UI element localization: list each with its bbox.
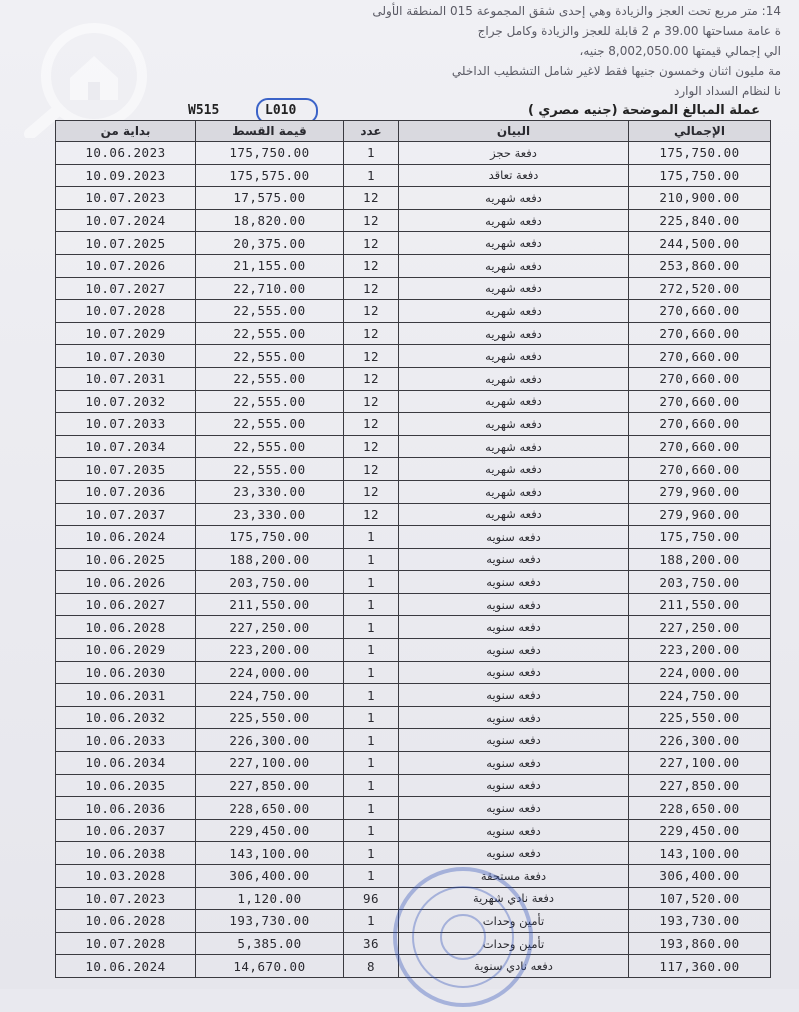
table-row xyxy=(56,571,771,594)
total-cell: 211,550.00 xyxy=(629,593,771,616)
description-cell: تأمين وحدات xyxy=(399,910,629,933)
start-date-cell: 10.06.2028 xyxy=(56,616,196,639)
start-date-cell: 10.06.2030 xyxy=(56,661,196,684)
installment-amount-cell: 227,100.00 xyxy=(196,752,344,775)
description-cell: دفعه شهريه xyxy=(399,345,629,368)
table-row xyxy=(56,639,771,662)
total-cell: 228,650.00 xyxy=(629,797,771,820)
start-date-cell: 10.07.2028 xyxy=(56,932,196,955)
total-cell: 270,660.00 xyxy=(629,458,771,481)
description-cell: دفعه سنويه xyxy=(399,774,629,797)
start-date-cell: 10.09.2023 xyxy=(56,164,196,187)
installment-amount-cell: 1,120.00 xyxy=(196,887,344,910)
total-cell: 210,900.00 xyxy=(629,187,771,210)
contract-text-header xyxy=(0,0,799,100)
description-cell: دفعه سنويه xyxy=(399,752,629,775)
count-cell: 12 xyxy=(344,435,399,458)
table-row xyxy=(56,797,771,820)
start-date-cell: 10.06.2032 xyxy=(56,706,196,729)
installment-amount-cell: 17,575.00 xyxy=(196,187,344,210)
count-cell: 1 xyxy=(344,684,399,707)
description-cell: دفعه سنويه xyxy=(399,639,629,662)
count-cell: 1 xyxy=(344,142,399,165)
total-cell: 270,660.00 xyxy=(629,322,771,345)
total-cell: 225,550.00 xyxy=(629,706,771,729)
count-cell: 1 xyxy=(344,661,399,684)
start-date-cell: 10.07.2027 xyxy=(56,277,196,300)
installment-amount-cell: 5,385.00 xyxy=(196,932,344,955)
installment-amount-cell: 22,555.00 xyxy=(196,367,344,390)
table-row xyxy=(56,300,771,323)
count-cell: 12 xyxy=(344,503,399,526)
start-date-cell: 10.07.2026 xyxy=(56,254,196,277)
table-row xyxy=(56,616,771,639)
table-row xyxy=(56,729,771,752)
installment-amount-cell: 175,750.00 xyxy=(196,526,344,549)
header-line: 14: متر مربع تحت العجز والزيادة وهي إحدى شقق المجموعة 015 المنطقة الأولى xyxy=(372,4,781,18)
total-cell: 193,730.00 xyxy=(629,910,771,933)
description-cell: تأمين وحدات xyxy=(399,932,629,955)
total-cell: 227,100.00 xyxy=(629,752,771,775)
table-row xyxy=(56,593,771,616)
payment-schedule-table xyxy=(55,120,771,978)
description-cell: دفعه سنويه xyxy=(399,819,629,842)
count-cell: 96 xyxy=(344,887,399,910)
table-row xyxy=(56,322,771,345)
installment-amount-cell: 224,000.00 xyxy=(196,661,344,684)
description-cell: دفعه شهريه xyxy=(399,413,629,436)
start-date-cell: 10.06.2034 xyxy=(56,752,196,775)
start-date-cell: 10.06.2024 xyxy=(56,955,196,978)
installment-amount-cell: 22,555.00 xyxy=(196,345,344,368)
count-cell: 1 xyxy=(344,526,399,549)
total-cell: 175,750.00 xyxy=(629,164,771,187)
count-cell: 12 xyxy=(344,458,399,481)
installment-amount-cell: 18,820.00 xyxy=(196,209,344,232)
description-cell: دفعه سنويه xyxy=(399,797,629,820)
header-line: نا لنظام السداد الوارد xyxy=(674,84,781,98)
total-cell: 279,960.00 xyxy=(629,503,771,526)
table-row xyxy=(56,187,771,210)
table-row xyxy=(56,955,771,978)
description-cell: دفعه شهريه xyxy=(399,367,629,390)
count-cell: 1 xyxy=(344,774,399,797)
description-cell: دفعه سنويه xyxy=(399,684,629,707)
total-cell: 227,850.00 xyxy=(629,774,771,797)
total-cell: 203,750.00 xyxy=(629,571,771,594)
installment-amount-cell: 223,200.00 xyxy=(196,639,344,662)
description-cell: دفعه شهريه xyxy=(399,300,629,323)
header-line: الي إجمالي قيمتها 8,002,050.00 جنيه، xyxy=(579,44,781,58)
table-row xyxy=(56,254,771,277)
count-cell: 1 xyxy=(344,164,399,187)
table-row xyxy=(56,706,771,729)
description-cell: دفعه شهريه xyxy=(399,322,629,345)
table-row xyxy=(56,480,771,503)
total-cell: 225,840.00 xyxy=(629,209,771,232)
total-cell: 279,960.00 xyxy=(629,480,771,503)
count-cell: 12 xyxy=(344,390,399,413)
table-row xyxy=(56,435,771,458)
count-cell: 12 xyxy=(344,254,399,277)
count-cell: 1 xyxy=(344,729,399,752)
installment-amount-cell: 193,730.00 xyxy=(196,910,344,933)
total-cell: 229,450.00 xyxy=(629,819,771,842)
installment-amount-cell: 21,155.00 xyxy=(196,254,344,277)
installment-amount-cell: 227,250.00 xyxy=(196,616,344,639)
description-cell: دفعه سنويه xyxy=(399,706,629,729)
count-cell: 12 xyxy=(344,480,399,503)
start-date-cell: 10.07.2032 xyxy=(56,390,196,413)
count-cell: 1 xyxy=(344,842,399,865)
total-cell: 226,300.00 xyxy=(629,729,771,752)
description-cell: دفعه شهريه xyxy=(399,390,629,413)
total-cell: 270,660.00 xyxy=(629,413,771,436)
start-date-cell: 10.06.2024 xyxy=(56,526,196,549)
total-cell: 270,660.00 xyxy=(629,367,771,390)
count-cell: 8 xyxy=(344,955,399,978)
start-date-cell: 10.07.2034 xyxy=(56,435,196,458)
start-date-cell: 10.07.2028 xyxy=(56,300,196,323)
description-cell: دفعه شهريه xyxy=(399,480,629,503)
count-cell: 12 xyxy=(344,277,399,300)
total-cell: 107,520.00 xyxy=(629,887,771,910)
currency-title: عملة المبالغ الموضحة (جنيه مصري ) xyxy=(527,103,760,118)
installment-amount-cell: 228,650.00 xyxy=(196,797,344,820)
count-cell: 1 xyxy=(344,865,399,888)
total-cell: 175,750.00 xyxy=(629,526,771,549)
total-cell: 188,200.00 xyxy=(629,548,771,571)
col-header-installment: قيمة القسط xyxy=(196,121,344,142)
table-row xyxy=(56,458,771,481)
table-row xyxy=(56,232,771,255)
description-cell: دفعه شهريه xyxy=(399,503,629,526)
installment-amount-cell: 143,100.00 xyxy=(196,842,344,865)
count-cell: 1 xyxy=(344,571,399,594)
table-row xyxy=(56,774,771,797)
table-row xyxy=(56,684,771,707)
installment-amount-cell: 227,850.00 xyxy=(196,774,344,797)
description-cell: دفعه شهريه xyxy=(399,458,629,481)
installment-amount-cell: 211,550.00 xyxy=(196,593,344,616)
table-row xyxy=(56,390,771,413)
start-date-cell: 10.06.2037 xyxy=(56,819,196,842)
total-cell: 117,360.00 xyxy=(629,955,771,978)
description-cell: دفعة تعاقد xyxy=(399,164,629,187)
table-row xyxy=(56,661,771,684)
total-cell: 143,100.00 xyxy=(629,842,771,865)
count-cell: 12 xyxy=(344,187,399,210)
count-cell: 12 xyxy=(344,367,399,390)
description-cell: دفعة نادي شهرية xyxy=(399,887,629,910)
installment-amount-cell: 22,555.00 xyxy=(196,300,344,323)
installment-amount-cell: 20,375.00 xyxy=(196,232,344,255)
description-cell: دفعه شهريه xyxy=(399,187,629,210)
installment-amount-cell: 23,330.00 xyxy=(196,480,344,503)
table-row xyxy=(56,752,771,775)
total-cell: 193,860.00 xyxy=(629,932,771,955)
description-cell: دفعه سنويه xyxy=(399,616,629,639)
total-cell: 175,750.00 xyxy=(629,142,771,165)
description-cell: دفعه شهريه xyxy=(399,435,629,458)
description-cell: دفعة حجز xyxy=(399,142,629,165)
count-cell: 1 xyxy=(344,819,399,842)
count-cell: 1 xyxy=(344,752,399,775)
description-cell: دفعه سنويه xyxy=(399,842,629,865)
count-cell: 1 xyxy=(344,593,399,616)
table-row xyxy=(56,142,771,165)
total-cell: 272,520.00 xyxy=(629,277,771,300)
header-line: مة مليون اثنان وخمسون جنيها فقط لاغير شامل التشطيب الداخلي xyxy=(451,64,781,78)
installment-amount-cell: 22,555.00 xyxy=(196,322,344,345)
count-cell: 12 xyxy=(344,300,399,323)
count-cell: 12 xyxy=(344,232,399,255)
installment-amount-cell: 225,550.00 xyxy=(196,706,344,729)
table-row xyxy=(56,413,771,436)
installment-amount-cell: 188,200.00 xyxy=(196,548,344,571)
total-cell: 270,660.00 xyxy=(629,300,771,323)
installment-amount-cell: 175,750.00 xyxy=(196,142,344,165)
start-date-cell: 10.06.2031 xyxy=(56,684,196,707)
total-cell: 270,660.00 xyxy=(629,390,771,413)
installment-amount-cell: 306,400.00 xyxy=(196,865,344,888)
total-cell: 270,660.00 xyxy=(629,435,771,458)
table-row xyxy=(56,367,771,390)
total-cell: 227,250.00 xyxy=(629,616,771,639)
start-date-cell: 10.07.2023 xyxy=(56,887,196,910)
start-date-cell: 10.06.2023 xyxy=(56,142,196,165)
table-row xyxy=(56,526,771,549)
total-cell: 306,400.00 xyxy=(629,865,771,888)
table-row xyxy=(56,277,771,300)
start-date-cell: 10.06.2036 xyxy=(56,797,196,820)
start-date-cell: 10.07.2025 xyxy=(56,232,196,255)
start-date-cell: 10.07.2036 xyxy=(56,480,196,503)
col-header-count: عدد xyxy=(344,121,399,142)
description-cell: دفعه شهريه xyxy=(399,209,629,232)
description-cell: دفعه سنويه xyxy=(399,571,629,594)
installment-amount-cell: 14,670.00 xyxy=(196,955,344,978)
table-row xyxy=(56,209,771,232)
start-date-cell: 10.06.2026 xyxy=(56,571,196,594)
installment-amount-cell: 22,555.00 xyxy=(196,458,344,481)
installment-amount-cell: 229,450.00 xyxy=(196,819,344,842)
installment-amount-cell: 22,555.00 xyxy=(196,390,344,413)
table-row xyxy=(56,164,771,187)
start-date-cell: 10.06.2035 xyxy=(56,774,196,797)
description-cell: دفعه سنويه xyxy=(399,729,629,752)
count-cell: 12 xyxy=(344,413,399,436)
total-cell: 244,500.00 xyxy=(629,232,771,255)
count-cell: 12 xyxy=(344,322,399,345)
start-date-cell: 10.07.2029 xyxy=(56,322,196,345)
start-date-cell: 10.07.2023 xyxy=(56,187,196,210)
description-cell: دفعه سنويه xyxy=(399,526,629,549)
description-cell: دفعه سنويه xyxy=(399,661,629,684)
start-date-cell: 10.06.2029 xyxy=(56,639,196,662)
col-header-description: البيان xyxy=(399,121,629,142)
count-cell: 12 xyxy=(344,345,399,368)
table-row xyxy=(56,932,771,955)
total-cell: 224,000.00 xyxy=(629,661,771,684)
total-cell: 270,660.00 xyxy=(629,345,771,368)
count-cell: 1 xyxy=(344,616,399,639)
installment-amount-cell: 22,710.00 xyxy=(196,277,344,300)
start-date-cell: 10.07.2035 xyxy=(56,458,196,481)
header-line: ة عامة مساحتها 39.00 م 2 قابلة للعجز والزيادة وكامل جراج xyxy=(477,24,781,38)
count-cell: 1 xyxy=(344,910,399,933)
start-date-cell: 10.03.2028 xyxy=(56,865,196,888)
table-row xyxy=(56,503,771,526)
table-row xyxy=(56,887,771,910)
circled-unit-code: L010 xyxy=(265,103,297,118)
installment-amount-cell: 226,300.00 xyxy=(196,729,344,752)
start-date-cell: 10.07.2024 xyxy=(56,209,196,232)
installment-amount-cell: 224,750.00 xyxy=(196,684,344,707)
description-cell: دفعه نادي سنوية xyxy=(399,955,629,978)
table-row xyxy=(56,910,771,933)
installment-amount-cell: 23,330.00 xyxy=(196,503,344,526)
total-cell: 223,200.00 xyxy=(629,639,771,662)
table-row xyxy=(56,345,771,368)
installment-amount-cell: 22,555.00 xyxy=(196,413,344,436)
start-date-cell: 10.06.2027 xyxy=(56,593,196,616)
description-cell: دفعه شهريه xyxy=(399,277,629,300)
start-date-cell: 10.06.2033 xyxy=(56,729,196,752)
installment-amount-cell: 203,750.00 xyxy=(196,571,344,594)
col-header-total: الإجمالي xyxy=(629,121,771,142)
start-date-cell: 10.07.2031 xyxy=(56,367,196,390)
total-cell: 224,750.00 xyxy=(629,684,771,707)
start-date-cell: 10.06.2028 xyxy=(56,910,196,933)
table-row xyxy=(56,842,771,865)
table-row xyxy=(56,865,771,888)
installment-amount-cell: 22,555.00 xyxy=(196,435,344,458)
count-cell: 1 xyxy=(344,797,399,820)
start-date-cell: 10.06.2038 xyxy=(56,842,196,865)
unit-code: W515 xyxy=(188,103,220,118)
start-date-cell: 10.07.2037 xyxy=(56,503,196,526)
count-cell: 1 xyxy=(344,706,399,729)
description-cell: دفعه شهريه xyxy=(399,254,629,277)
table-header-row xyxy=(56,121,771,142)
count-cell: 1 xyxy=(344,548,399,571)
installment-amount-cell: 175,575.00 xyxy=(196,164,344,187)
description-cell: دفعه سنويه xyxy=(399,548,629,571)
total-cell: 253,860.00 xyxy=(629,254,771,277)
start-date-cell: 10.06.2025 xyxy=(56,548,196,571)
start-date-cell: 10.07.2030 xyxy=(56,345,196,368)
table-row xyxy=(56,819,771,842)
description-cell: دفعه شهريه xyxy=(399,232,629,255)
description-cell: دفعه سنويه xyxy=(399,593,629,616)
count-cell: 12 xyxy=(344,209,399,232)
col-header-start: بداية من xyxy=(56,121,196,142)
count-cell: 1 xyxy=(344,639,399,662)
start-date-cell: 10.07.2033 xyxy=(56,413,196,436)
count-cell: 36 xyxy=(344,932,399,955)
description-cell: دفعة مستحقة xyxy=(399,865,629,888)
table-row xyxy=(56,548,771,571)
